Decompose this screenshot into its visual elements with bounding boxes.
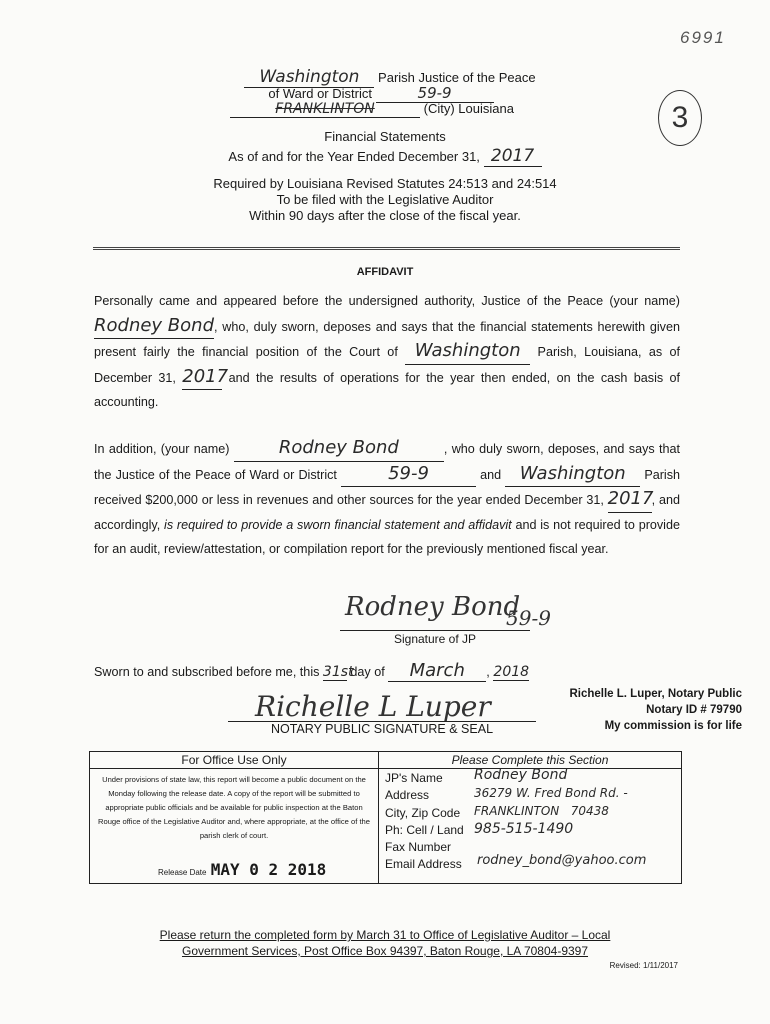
release-date-line [158,860,326,879]
contact-box [379,752,681,883]
jp-signature: Rodney Bond [345,592,521,622]
notary-stamp-commission: My commission is for life [604,720,742,732]
footer-line-2: Government Services, Post Office Box 94397, Baton Rouge, LA 70804-9397 [181,944,589,958]
header-city-line [0,101,770,118]
email-label: Email Address [385,857,462,871]
p2-text-d: Parish received $200,000 or less in revenues and other sources for the year ended December 31, [94,467,681,507]
requirement-line-1: Required by Louisiana Revised Statutes 24:513 and 24:514 [213,176,557,191]
city-zip-label: City, Zip Code [385,806,461,820]
p2-text-c: and [480,467,502,482]
p1-name-handwritten: Rodney Bond [94,314,214,340]
affidavit-paragraph-2 [94,436,680,562]
p1-parish-handwritten: Washington [405,339,530,365]
p2-ward-handwritten: 59-9 [341,462,476,488]
affidavit-paragraph-1 [94,289,680,415]
affidavit-title: AFFIDAVIT [356,266,414,278]
p1-text-c: Parish, Louisiana, as of December 31, [94,345,681,385]
p1-text-d: and the results of operations for the year then ended, on the cash basis of accounting. [94,370,680,409]
release-date-stamp: MAY 0 2 2018 [210,860,327,879]
city-handwritten: FRANKLINTON [230,101,420,118]
p2-name-handwritten: Rodney Bond [234,436,444,462]
sworn-text-b: day of [350,665,385,679]
ward-handwritten: 59-9 [376,84,494,103]
notary-stamp [546,686,742,734]
p2-text-f: and is not required to provide for an audit, review/attestation, or compilation report for the previously mentioned fiscal year. [94,517,680,556]
office-use-heading: For Office Use Only [90,752,378,769]
p1-text-b: , who, duly sworn, deposes and says that the financial statements herewith given present fairly the financial position of the Court of [94,319,680,359]
parish-handwritten: Washington [244,67,374,88]
sworn-line: Sworn to and subscribed before me, this 31st day of March , 2018 [94,660,530,681]
ward-prefix: of Ward or District [268,86,372,101]
title-year-line [0,146,770,167]
contact-heading: Please Complete this Section [379,752,681,769]
p2-text-b: , who duly sworn, deposes, and says that the Justice of the Peace of Ward or District [94,442,681,482]
office-use-box [90,752,379,883]
p2-parish-handwritten: Washington [505,462,640,488]
phone-label: Ph: Cell / Land [385,823,464,837]
requirement-line-3: Within 90 days after the close of the fiscal year. [249,208,521,223]
circled-page-number: 3 [658,90,702,146]
phone-value[interactable]: 985-515-1490 [474,821,574,837]
office-use-text: Under provisions of state law, this report will become a public document on the Monday following the release date. A copy of the report will be submitted to appropriate public officials and be available for public inspection at the Baton Rouge office of the Legislative Auditor and, where appropriate, at the office of the parish clerk of court. [97,775,370,840]
p1-text-a: Personally came and appeared before the undersigned authority, Justice of the Peace (your name) [94,294,680,308]
divider [93,247,680,250]
release-date-label: Release Date [158,868,207,877]
requirement-line-2: To be filed with the Legislative Auditor [276,192,494,207]
jp-name-label: JP's Name [385,771,443,785]
p1-year-handwritten: 2017 [182,365,222,391]
notary-signature: Richelle L Luper [255,690,491,723]
city-suffix: (City) Louisiana [423,101,514,116]
parish-suffix: Parish Justice of the Peace [378,70,536,85]
revised-date: Revised: 1/11/2017 [609,961,678,970]
address-label: Address [385,788,430,802]
sworn-year: 2018 [493,664,530,680]
year-handwritten: 2017 [484,146,542,167]
notary-stamp-name: Richelle L. Luper, Notary Public [569,688,742,700]
jp-name-value[interactable]: Rodney Bond [474,767,568,783]
title-financial-statements: Financial Statements [324,129,446,144]
p2-year-handwritten: 2017 [608,487,652,513]
title-year-prefix: As of and for the Year Ended December 31, [228,149,480,164]
address-value[interactable]: 36279 W. Fred Bond Rd. - [474,786,628,800]
handwritten-document-number: 6991 [680,28,726,47]
info-table [89,751,682,884]
notary-stamp-id: Notary ID # 79790 [646,704,742,716]
p2-text-italic: is required to provide a sworn financial statement and affidavit [164,517,512,532]
email-value[interactable]: rodney_bond@yahoo.com [477,853,647,868]
p2-text-e: , and accordingly, [94,493,680,532]
jp-signature-label: Signature of JP [393,632,477,646]
footer-line-1: Please return the completed form by March 31 to Office of Legislative Auditor – Local [159,928,611,942]
notary-signature-label: NOTARY PUBLIC SIGNATURE & SEAL [270,722,494,736]
sworn-month: March [388,660,486,682]
fax-label: Fax Number [385,840,452,854]
jp-signature-suffix: 59-9 [506,606,551,630]
p2-text-a: In addition, (your name) [94,442,230,456]
jp-signature-line [340,630,530,631]
sworn-text-a: Sworn to and subscribed before me, this [94,665,320,679]
sworn-day: 31st [322,664,354,680]
city-zip-value[interactable]: FRANKLINTON 70438 [474,804,609,818]
